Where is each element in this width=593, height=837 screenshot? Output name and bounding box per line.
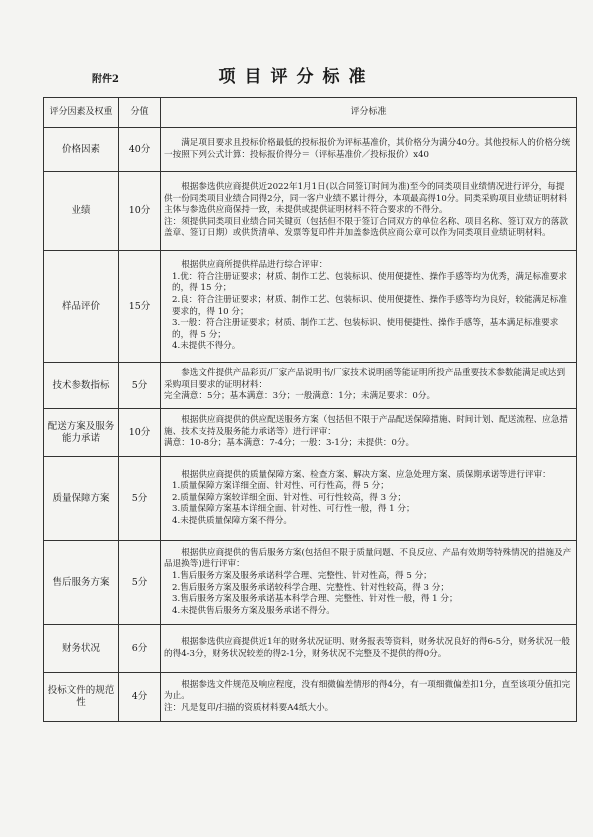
criteria-line: 根据供应商所提供样品进行综合评审：	[181, 260, 328, 271]
criteria-line: 满意：10-8分；基本满意：7-4分；一般：3-1分；未提供：0分。	[164, 438, 415, 449]
criteria-line: 根据供应商提供的质量保障方案、检查方案、解决方案、应急处理方案、质保期承诺等进行评审：	[181, 469, 551, 480]
criteria-line: 注：凡是复印/扫描的资质材料要A4纸大小。	[164, 702, 334, 713]
scoring-table	[43, 97, 577, 722]
attachment-label: 附件2	[92, 74, 119, 85]
row-factor: 样品评价	[44, 251, 119, 363]
row-factor: 售后服务方案	[44, 541, 119, 625]
table-row	[44, 128, 577, 172]
row-criteria	[161, 251, 577, 363]
row-score: 40分	[119, 128, 161, 172]
row-score: 4分	[119, 673, 161, 722]
row-criteria	[161, 363, 577, 409]
table-row	[44, 625, 577, 673]
table-row	[44, 541, 577, 625]
row-criteria	[161, 673, 577, 722]
row-score: 5分	[119, 457, 161, 541]
criteria-line: 2.良：符合注册证要求；材质、制作工艺、包装标识、使用便捷性、操作手感等均为良好，较能满足标准要求的，得 10 分；	[172, 294, 567, 317]
criteria-line: 1.优：符合注册证要求；材质、制作工艺、包装标识、使用便捷性、操作手感等均为优秀，满足标准要求的，得 15 分；	[172, 271, 567, 294]
criteria-line: 根据供应商提供的售后服务方案(包括但不限于质量问题、不良反应、产品有效期等特殊情况的措施及产品退换等)进行评审：	[164, 547, 572, 570]
row-criteria	[161, 457, 577, 541]
row-criteria	[161, 172, 577, 251]
criteria-line: 1.售后服务方案及服务承诺科学合理、完整性、针对性高，得 5 分；	[172, 570, 432, 581]
table-header-row	[44, 98, 577, 128]
table-row	[44, 251, 577, 363]
row-criteria	[161, 625, 577, 673]
row-factor: 财务状况	[44, 625, 119, 673]
criteria-line: 参选文件提供产品彩页/厂家产品说明书/厂家技术说明函等能证明所投产品重要技术参数能满足或达到采购项目要求的证明材料：	[164, 368, 566, 390]
table-row	[44, 457, 577, 541]
header-criteria: 评分标准	[161, 98, 577, 128]
criteria-line: 1.质量保障方案详细全面、针对性、可行性高，得 5 分；	[172, 481, 389, 492]
row-score: 5分	[119, 363, 161, 409]
table-row	[44, 172, 577, 251]
criteria-line: 注：须提供同类项目业绩合同关键页（包括但不限于签订合同双方的单位名称、项目名称、签订双方的落款盖章、签订日期）或供货清单、发票等复印件并加盖参选供应商公章可以作为同类项目业绩证明材料。	[164, 216, 568, 239]
row-score: 6分	[119, 625, 161, 673]
row-score: 15分	[119, 251, 161, 363]
header-factor: 评分因素及权重	[44, 98, 119, 128]
criteria-line: 2.质量保障方案较详细全面、针对性、可行性较高，得 3 分；	[172, 492, 406, 503]
table-row	[44, 673, 577, 722]
criteria-line: 根据参选文件规范及响应程度，没有细微偏差情形的得4分，有一项细微偏差扣1分，直至该项分值扣完为止。	[164, 679, 571, 702]
criteria-line: 2.售后服务方案及服务承诺较科学合理、完整性、针对性较高，得 3 分；	[172, 582, 449, 593]
row-factor: 质量保障方案	[44, 457, 119, 541]
row-score: 10分	[119, 409, 161, 457]
row-factor: 业绩	[44, 172, 119, 251]
criteria-line: 4.未提供售后服务方案及服务承诺不得分。	[172, 605, 335, 616]
row-score: 5分	[119, 541, 161, 625]
row-criteria	[161, 409, 577, 457]
table-row	[44, 409, 577, 457]
criteria-line: 3.质量保障方案基本详细全面、针对性、可行性一般，得 1 分；	[172, 504, 415, 515]
row-factor: 配送方案及服务能力承诺	[44, 409, 119, 457]
criteria-line: 根据供应商提供的供应配送服务方案（包括但不限于产品配送保障措施、时间计划、配送流程、应急措施、技术支持及服务能力承诺等）进行评审：	[164, 415, 568, 437]
criteria-line: 根据参选供应商提供近2022年1月1日(以合同签订时间为准)至今的同类项目业绩情况进行评分，每提供一份同类项目业绩合同得2分，同一客户业绩不累计得分，本项最高得10分。同类采购项目业绩证明材料主体与参选供应商保持一致，未提供或提供证明材料不符合要求的不得分。	[164, 182, 568, 216]
criteria-line: 3.一般：符合注册证要求；材质、制作工艺、包装标识、使用便捷性、操作手感等，基本满足标准要求的，得 5 分；	[172, 318, 559, 340]
page-title: 项目评分标准	[218, 67, 375, 87]
row-factor: 技术参数指标	[44, 363, 119, 409]
criteria-line: 4.未提供质量保障方案不得分。	[172, 515, 292, 526]
criteria-line: 满足项目要求且投标价格最低的投标报价为评标基准价，其价格分为满分40分。其他投标人的价格分统一按照下列公式计算：投标报价得分＝（评标基准价／投标报价）x40	[164, 137, 571, 160]
row-factor: 投标文件的规范性	[44, 673, 119, 722]
criteria-line: 根据参选供应商提供近1年的财务状况证明、财务报表等资料，财务状况良好的得6-5分，财务状况一般的得4-3分，财务状况较差的得2-1分，财务状况不完整及不提供的得0分。	[164, 636, 571, 659]
criteria-line: 4.未提供不得分。	[172, 341, 241, 352]
criteria-line: 3.售后服务方案及服务承诺基本科学合理、完整性、针对性一般，得 1 分；	[172, 594, 458, 605]
table-row	[44, 363, 577, 409]
header-score: 分值	[119, 98, 161, 128]
row-factor: 价格因素	[44, 128, 119, 172]
row-criteria	[161, 541, 577, 625]
table-body	[44, 128, 577, 722]
row-score: 10分	[119, 172, 161, 251]
row-criteria	[161, 128, 577, 172]
criteria-line: 完全满意：5分；基本满意：3分；一般满意：1分；未满足要求：0分。	[164, 391, 436, 402]
